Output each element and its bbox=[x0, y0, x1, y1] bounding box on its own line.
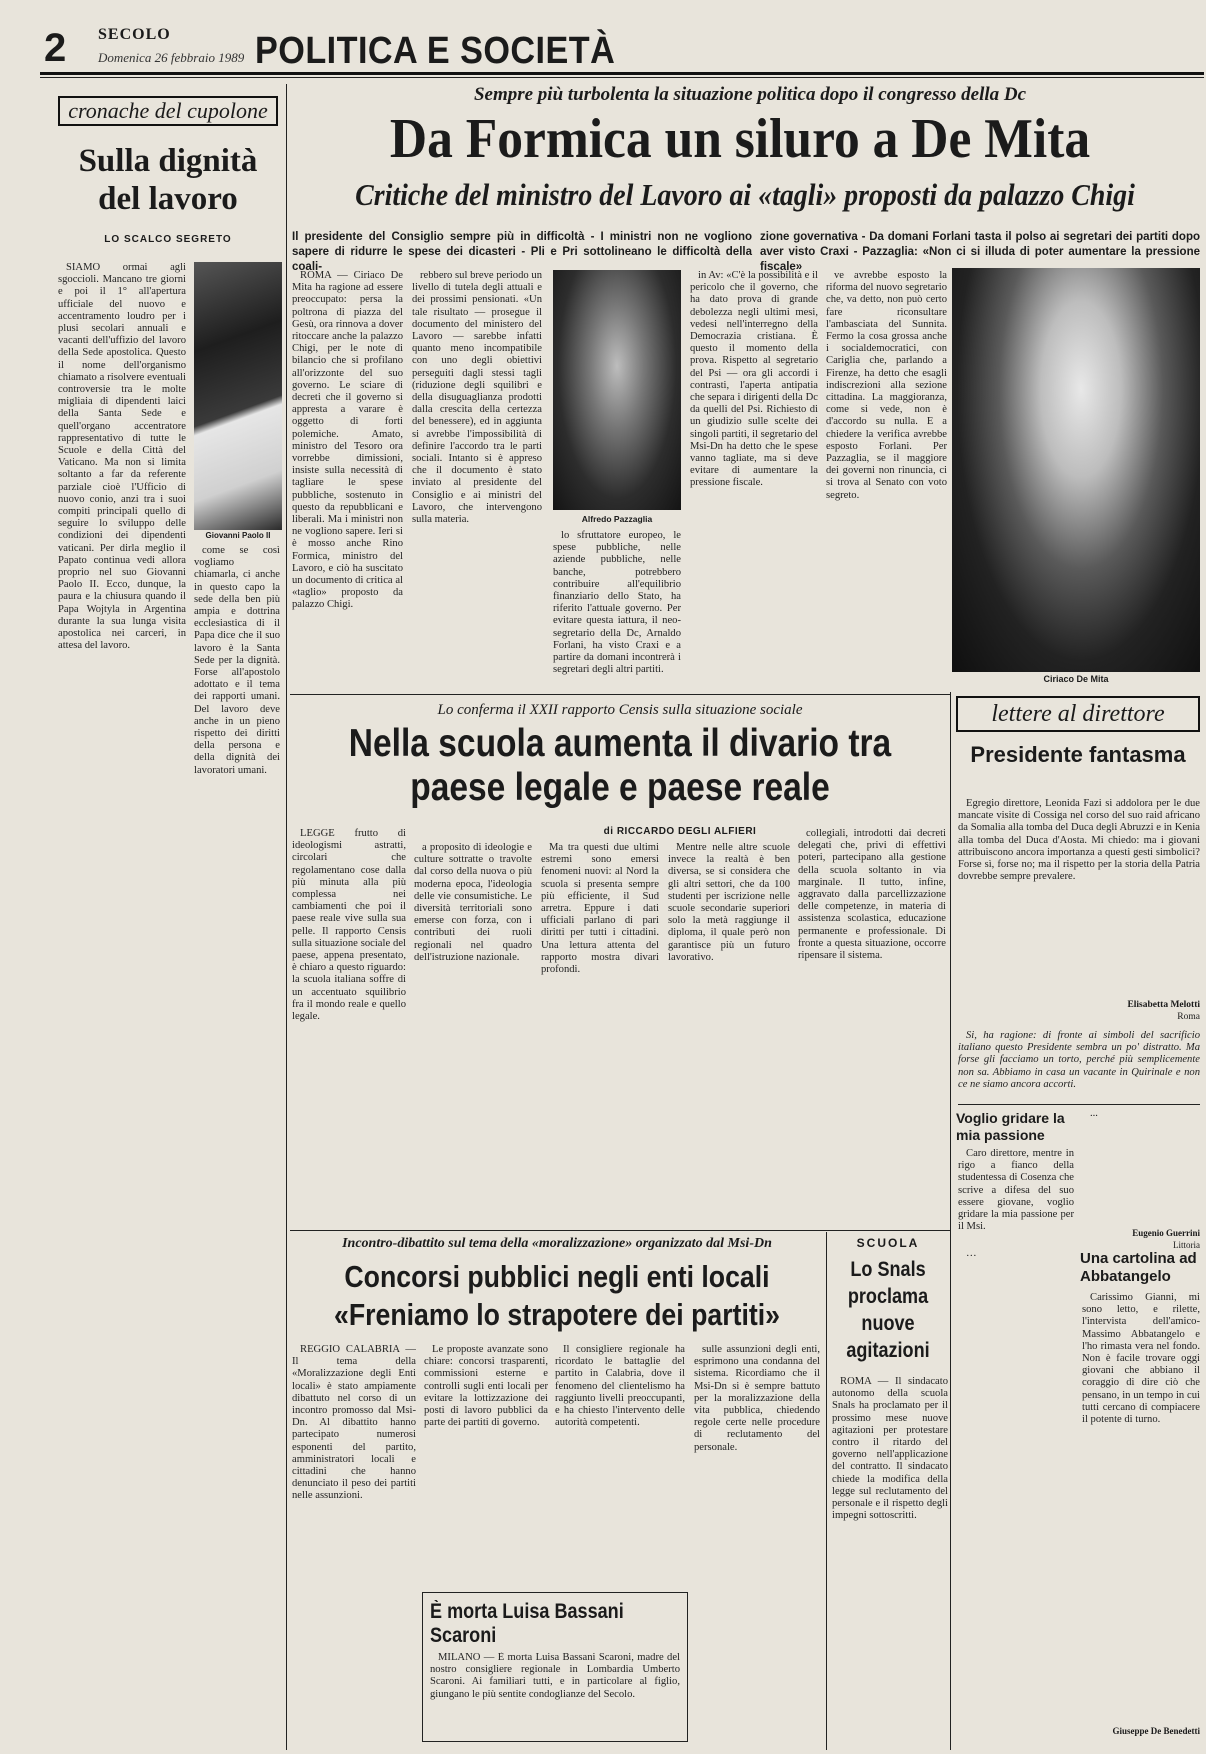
pazzaglia-photo bbox=[553, 270, 681, 510]
letter-headline: Voglio gridare la mia passione bbox=[956, 1110, 1065, 1143]
de-mita-photo bbox=[952, 268, 1200, 672]
newspaper-name: SECOLO bbox=[98, 26, 171, 43]
main-article-summary: Il presidente del Consiglio sempre più in difficoltà - I ministri non ne vogliono sapere di ridurre le spese dei dicasteri - Pli e Pri sottolineano le difficoltà della coali- bbox=[292, 231, 752, 273]
main-article-summary: zione governativa - Da domani Forlani tasta il polso ai segretari dei partiti dopo aver visto Craxi - Pazzaglia: «Non ci si illuda di poter aumentare la pressione fiscale» bbox=[760, 231, 1200, 273]
column-divider bbox=[950, 692, 951, 1750]
letter-headline: Una cartolina ad Abbatangelo bbox=[1080, 1250, 1197, 1285]
photo-caption: Alfredo Pazzaglia bbox=[581, 514, 653, 524]
concorsi-article-text: REGGIO CALABRIA — Il tema della «Moralizzazione degli Enti locali» è stato ampiamente dibattuto nel corso di un incontro promosso dal Msi-Dn. Al dibattito hanno partecipato numerosi esponenti del partito, amministratori locali e cittadini che hanno denunciato il peso dei partiti nelle assunzioni. bbox=[292, 1344, 416, 1502]
main-article-text: in Av: «C'è la possibilità e il pericolo che il governo, che ha dato prova di grande debolezza negli ultimi mesi, vedesi nell'interregno della Democrazia cristiana. È questo il momento della prova. Rispetto al segretario del Psi — ora gli accordi i contrasti, l'aperta antipatia che separa i dirigenti della Dc da quelli del Psi. Richiesto di un giudizio sulle scelte dei singoli partiti, il segretario del Msi-Dn ha detto che le spese vanno tagliate, ma si deve evitare di aumentare la pressione fiscale. bbox=[690, 270, 818, 489]
concorsi-article-text: Il consigliere regionale ha ricordato le battaglie del partito in Calabria, dove il fenomeno del clientelismo ha raggiunto livelli preoccupanti, e ha chiesto l'intervento delle autorità competenti. bbox=[555, 1344, 685, 1429]
concorsi-article-text: sulle assunzioni degli enti, esprimono una condanna del sistema. Ricordiamo che il Msi-Dn si è sempre battuto per la moralizzazione della vita pubblica, chiedendo regole certe nelle procedure di reclutamento del personale. bbox=[694, 1344, 820, 1453]
letter-place: Roma bbox=[1177, 1012, 1200, 1022]
main-article-text: ve avrebbe esposto la riforma del nuovo segretario che, va detto, non può certo fare riconsultare l'ambasciata del Sunnita. Fermo la cosa grossa anche i socialdemocratici, con Cariglia che, parlando a Firenze, ha detto che esagli indiscrezioni alla sezione cittadina. La maggioranza, come si vede, non è d'accordo su nulla. E a chiedere la verifica avrebbe esposto Forlani. Per Pazzaglia, se il maggiore dei governi non rinuncia, ci si trova al Senato con voto segreto. bbox=[826, 270, 947, 501]
publication-date: Domenica 26 febbraio 1989 bbox=[98, 50, 245, 65]
concorsi-article-kicker: Incontro-dibattito sul tema della «moralizzazione» organizzato dal Msi-Dn bbox=[342, 1236, 772, 1251]
main-article-subheadline: Critiche del ministro del Lavoro ai «tagli» proposti da palazzo Chigi bbox=[355, 177, 1135, 212]
letter-signature: Giuseppe De Benedetti bbox=[1112, 1726, 1200, 1736]
left-article-text: SIAMO ormai agli sgoccioli. Mancano tre giorni e poi il 1° all'apertura ufficiale del nuovo e accentramento loudro per i plusi secolari annuali e vacanti dell'uffizio del lavoro della Sede apostolica. Questo il nome dell'organismo chiamato a risolvere eventuali controversie tra le molte migliaia di dipendenti laici della Santa Sede e quell'organo accentratore rappresentativo di tutte le Scuole e della Città del Vaticano. Ma non si limita soltanto a far da referente parziale cioè l'Ufficio di nuovo conio, anzi tra i suoi compiti principali quello di seguire lo sviluppo delle condizioni dei dipendenti vaticani. Per dirla meglio il Papato continua vedi allora proprio nel suo Giovanni Paolo II. Ecco, dunque, la paura e la chiusura quando il Papa Wojtyla in Argentina durante la sua lunga visita apostolica nei carceri, in attesa del lavoro. bbox=[58, 262, 186, 652]
left-article-headline: Sulla dignità del lavoro bbox=[78, 143, 258, 217]
main-article-text: lo sfruttatore europeo, le spese pubbliche, nelle aziende pubbliche, nelle banche, potrebbero contribuire all'equilibrio finanziario dello Stato, ha riferito l'attuale governo. Per evitare questa iattura, il neo-segretario della Dc, Arnaldo Forlani, ha visto Craxi e a partire da domani incontrerà i segretari degli altri partiti. bbox=[553, 530, 681, 676]
column-divider bbox=[286, 84, 287, 1750]
scuola-article-byline: di RICCARDO DEGLI ALFIERI bbox=[603, 826, 757, 837]
letter-signature: Eugenio Guerrini bbox=[1132, 1228, 1200, 1238]
left-article-byline: LO SCALCO SEGRETO bbox=[104, 234, 232, 245]
scuola-article-headline: Nella scuola aumenta il divario tra paese legale e paese reale bbox=[348, 722, 892, 809]
letters-section-label: lettere al direttore bbox=[956, 696, 1200, 732]
left-article-text: come se così vogliamo chiamarla, ci anche in questo capo la sede della ben più ampia e dottrina ecclesiastica di il Papa dice che il suo lavoro è la Santa Sede per la dignità. Forse all'apostolo adottato e il tema dei rapporti umani. Del lavoro deve anche in un pieno rispetto dei diritti della persona e della dignità dei lavoratori umani. bbox=[194, 545, 280, 776]
scuola-article-text: Ma tra questi due ultimi estremi sono emersi fenomeni nuovi: al Nord la scuola si presenta sempre più efficiente, il Sud arretra. Eppure i dati ufficiali parlano di pari diritti per tutti i cittadini. Una lettura attenta del rapporto mostra divari profondi. bbox=[541, 842, 659, 976]
scuola-article-text: LEGGE frutto di ideologismi astratti, circolari che regolamentano cose dalla più minuta alla più complessa nei cambiamenti che poi il paese reale vive sulla sua pelle. Il rapporto Censis sulla situazione sociale del paese, appena presentato, è chiaro a questo riguardo: la scuola italiana soffre di un accentuato squilibrio fra il mondo reale e quello legale. bbox=[292, 828, 406, 1023]
main-article-kicker: Sempre più turbolenta la situazione politica dopo il congresso della Dc bbox=[473, 84, 1027, 105]
section-divider bbox=[290, 694, 950, 695]
letter-signature: Elisabetta Melotti bbox=[1127, 1000, 1200, 1010]
concorsi-article-text: Le proposte avanzate sono chiare: concorsi trasparenti, commissioni esterne e controlli sugli enti locali per evitare la lottizzazione dei posti di lavoro pubblici da parte dei partiti di governo. bbox=[424, 1344, 548, 1429]
letter-place: Littoria bbox=[1173, 1240, 1200, 1250]
letter-text: ... bbox=[1090, 1108, 1098, 1119]
letter-text: Carissimo Gianni, mi sono letto, e rilette, l'intervista dell'amico-Massimo Abbatangelo e l'ho rimasta vera nel fondo. Non è facile trovare oggi giovani che abbiano il coraggio di dire ciò che pensano, in un tempo in cui tutti cercano di compiacere il potente di turno. bbox=[1082, 1292, 1200, 1426]
main-article-text: ROMA — Ciriaco De Mita ha ragione ad essere preoccupato: persa la poltrona di piazza del Gesù, ora rinnova a dover ritoccare anche la palazzo Chigi, per le note di bilancio che si profilano all'orizzonte del suo governo. Le sciare di decreti che il governo si appresta a varare è oggetto di forti polemiche. Amato, ministro del Tesoro ora vorrebbe dimissioni, insiste sulla necessità di tagliare le spese pubbliche, sostenuto in questo da repubblicani e liberali. Ma i ministri non ne vogliono sapere. Ieri si è mosso anche Rino Formica, ministro del Lavoro, e ciò ha suscitato un documento di critica al «taglio» proposto da palazzo Chigi. bbox=[292, 270, 403, 611]
column-divider bbox=[826, 1232, 827, 1750]
letter-text: Caro direttore, mentre in rigo a fianco della studentessa di Cosenza che scrive a difesa del suo essere giovane, voglio gridare la mia passione per il Msi. bbox=[958, 1148, 1074, 1233]
snals-headline: Lo Snals proclama nuove agitazioni bbox=[846, 1258, 930, 1362]
scuola-article-text: collegiali, introdotti dai decreti delegati che, privi di effettivi poteri, partecipano alla gestione della scuola soltanto in via marginale. Il tutto, infine, aggravato dalla parcellizzazione delle competenze, in materia di assistenza scolastica, educazione permanente e professionale. Di fronte a questa situazione, occorre ripensare il sistema. bbox=[798, 828, 946, 962]
main-article-text: rebbero sul breve periodo un livello di tutela degli attuali e dei prossimi pensionati. «Un tale risultato — prosegue il documento del ministero del Lavoro — sarebbe infatti quanto meno incompatibile con uno degli obiettivi perseguiti dagli stessi tagli (riduzione degli squilibri e della disuguaglianza prodotti dalla crescita della certezza del benessere), ed in aggiunta si avrebbe l'impossibilità di definire l'accordo tra le parti sociali. Intanto si è appreso che il documento è stato inviato al presidente del Consiglio e ai ministri del Lavoro, che intervengono sulla materia. bbox=[412, 270, 542, 526]
letter-headline: Presidente fantasma bbox=[970, 742, 1186, 767]
snals-section-label: SCUOLA bbox=[856, 1236, 920, 1250]
obituary-headline: È morta Luisa Bassani Scaroni bbox=[430, 1600, 624, 1647]
scuola-article-text: a proposito di ideologie e culture sottratte o travolte dal corso della nuova o più moderna epoca, l'ideologia delle vie consumistiche. Le diversità territoriali sono emerse con forza, con i contributi dei ruoli regionali nel quadro dell'istruzione nazionale. bbox=[414, 842, 532, 963]
masthead-rule-thin bbox=[40, 77, 1204, 78]
letter-text: … bbox=[966, 1248, 977, 1259]
concorsi-article-headline: Concorsi pubblici negli enti locali «Freniamo lo strapotere dei partiti» bbox=[334, 1259, 780, 1332]
letter-text: Egregio direttore, Leonida Fazi si addolora per le due mancate visite di Cossiga nel corso del suo raid africano da Somalia alla tomba del Duca degli Abruzzi e in Kenia alla tomba del Duca d'Aosta. Mi chiedo: ma i giovani attribuiscono ancora importanza a questi gesti simbolici? Forse sì, forse no; ma il rispetto per la storia della Patria dovrebbe sempre prevalere. bbox=[958, 798, 1200, 883]
main-article-headline: Da Formica un siluro a De Mita bbox=[389, 108, 1091, 170]
photo-caption: Ciriaco De Mita bbox=[1043, 674, 1109, 684]
obituary-text: MILANO — È morta Luisa Bassani Scaroni, madre del nostro consigliere regionale in Lombardia Umberto Scaroni. Ai familiari tutti, e in particolare al figlio, giungano le più sentite condoglianze del Secolo. bbox=[430, 1652, 680, 1700]
column-label: cronache del cupolone bbox=[58, 96, 278, 126]
snals-text: ROMA — Il sindacato autonomo della scuola Snals ha proclamato per il prossimo mese nuove agitazioni per protestare contro il ritardo del governo nell'applicazione del contratto. Il sindacato chiede la modifica della legge sul reclutamento del personale e il rispetto degli impegni sottoscritti. bbox=[832, 1376, 948, 1522]
scuola-article-text: Mentre nelle altre scuole invece la realtà è ben diversa, se si considera che gli altri settori, che da 100 studenti per iscrizione nelle scuole secondarie superiori solo la metà raggiunge il diploma, il quale però non garantisce più un futuro lavorativo. bbox=[668, 842, 790, 963]
section-divider bbox=[290, 1230, 950, 1231]
masthead-rule bbox=[40, 72, 1204, 75]
photo-caption: Giovanni Paolo II bbox=[205, 531, 271, 540]
letters-divider bbox=[958, 1104, 1200, 1105]
page-number: 2 bbox=[44, 26, 67, 70]
scuola-article-kicker: Lo conferma il XXII rapporto Censis sulla situazione sociale bbox=[437, 702, 803, 718]
section-title: POLITICA E SOCIETÀ bbox=[255, 30, 616, 72]
pope-photo bbox=[194, 262, 282, 530]
editor-reply: Si, ha ragione: di fronte ai simboli del sacrificio italiano questo Presidente sembra un po' distratto. Ma forse gli facciamo un torto, perché più semplicemente non sa. Abbiamo in casa un vacante in Quirinale e non ce ne siamo ancora accorti. bbox=[958, 1030, 1200, 1090]
